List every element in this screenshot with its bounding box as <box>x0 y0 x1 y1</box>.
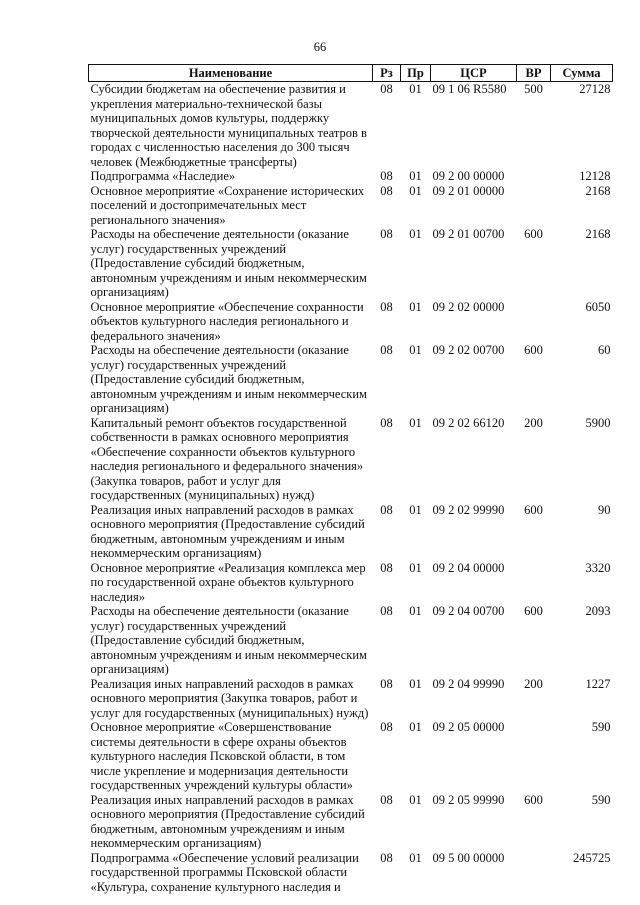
row-sum: 245725 <box>573 850 611 865</box>
row-pr: 01 <box>409 227 422 241</box>
row-csr: 09 2 02 99990 <box>432 502 505 517</box>
row-pr: 01 <box>409 560 422 575</box>
row-name: Субсидии бюджетам на обеспечение развития и укрепления материально-технической базы муниципальных домов культуры, поддержку творческой деятельности муниципальных театров в городах с численностью населения до 300 тысяч человек (Межбюджетные трансферты) <box>90 82 367 169</box>
row-vr <box>517 300 551 344</box>
row-vr: 600 <box>524 343 543 357</box>
row-rz: 08 <box>380 415 393 430</box>
header-vr: ВР <box>517 65 551 82</box>
row-rz: 08 <box>380 560 393 575</box>
row-sum: 6050 <box>585 299 611 314</box>
row-sum: 2168 <box>585 227 611 241</box>
row-sum: 60 <box>598 343 611 357</box>
row-csr: 09 2 05 00000 <box>432 720 505 734</box>
row-rz: 08 <box>380 850 393 865</box>
row-rz: 08 <box>380 502 393 517</box>
row-csr: 09 2 00 00000 <box>432 169 505 183</box>
row-pr: 01 <box>409 720 422 734</box>
row-name: Расходы на обеспечение деятельности (оказание услуг) государственных учреждений (Предоставление субсидий бюджетным, автономным учреждениям и иным некоммерческим организациям) <box>90 604 367 676</box>
row-csr: 09 2 04 99990 <box>432 676 505 691</box>
header-csr: ЦСР <box>431 65 517 82</box>
row-sum: 590 <box>591 720 611 734</box>
row-csr: 09 1 06 R5580 <box>432 82 507 96</box>
table-row <box>89 677 613 721</box>
header-name: Наименование <box>89 65 373 82</box>
row-pr: 01 <box>409 183 422 198</box>
row-rz: 08 <box>380 792 393 807</box>
row-pr: 01 <box>409 850 422 865</box>
row-vr <box>517 184 551 228</box>
row-vr <box>517 561 551 605</box>
row-pr: 01 <box>409 502 422 517</box>
table-row <box>89 851 613 895</box>
row-vr <box>517 851 551 895</box>
row-sum: 2168 <box>585 183 611 198</box>
table-row <box>89 184 613 228</box>
row-rz: 08 <box>380 604 393 618</box>
row-name: Основное мероприятие «Сохранение исторических поселений и достопримечательных мест регионального значения» <box>90 183 365 227</box>
row-name: Основное мероприятие «Реализация комплекса мер по государственной охране объектов культурного наследия» <box>90 560 366 604</box>
table-row <box>89 604 613 677</box>
table-row <box>89 416 613 503</box>
row-vr <box>517 720 551 793</box>
row-sum: 90 <box>598 502 611 517</box>
row-csr: 09 2 01 00700 <box>432 227 505 241</box>
row-vr: 600 <box>524 792 543 807</box>
row-name: Подпрограмма «Обеспечение условий реализации государственной программы Псковской области «Культура, сохранение культурного наследия и <box>90 850 359 894</box>
row-csr: 09 2 02 00700 <box>432 343 505 357</box>
page-number: 66 <box>313 40 327 54</box>
row-pr: 01 <box>409 604 422 618</box>
row-vr: 600 <box>524 604 543 618</box>
row-csr: 09 2 02 00000 <box>432 299 505 314</box>
row-sum: 12128 <box>579 169 611 183</box>
row-csr: 09 2 04 00700 <box>432 604 505 618</box>
table-row <box>89 300 613 344</box>
row-sum: 5900 <box>585 415 611 430</box>
row-sum: 3320 <box>585 560 611 575</box>
table-row <box>89 227 613 300</box>
row-vr: 600 <box>524 502 543 517</box>
table-row <box>89 343 613 416</box>
row-vr: 500 <box>524 82 543 96</box>
header-rz: Рз <box>373 65 401 82</box>
row-csr: 09 5 00 00000 <box>432 850 505 865</box>
row-vr <box>517 169 551 184</box>
row-pr: 01 <box>409 792 422 807</box>
table-row <box>89 503 613 561</box>
table-row <box>89 720 613 793</box>
row-rz: 08 <box>380 676 393 691</box>
row-csr: 09 2 01 00000 <box>432 183 505 198</box>
row-vr: 200 <box>524 676 543 691</box>
row-pr: 01 <box>409 82 422 96</box>
row-csr: 09 2 05 99990 <box>432 792 505 807</box>
row-pr: 01 <box>409 415 422 430</box>
row-rz: 08 <box>380 343 393 357</box>
table-body <box>89 82 613 895</box>
row-csr: 09 2 02 66120 <box>432 415 505 430</box>
row-name: Расходы на обеспечение деятельности (оказание услуг) государственных учреждений (Предоставление субсидий бюджетным, автономным учреждениям и иным некоммерческим организациям) <box>90 343 367 415</box>
row-name: Расходы на обеспечение деятельности (оказание услуг) государственных учреждений (Предоставление субсидий бюджетным, автономным учреждениям и иным некоммерческим организациям) <box>90 227 367 299</box>
row-rz: 08 <box>380 720 393 734</box>
row-rz: 08 <box>380 169 393 183</box>
header-sum: Сумма <box>551 65 613 82</box>
row-rz: 08 <box>380 82 393 96</box>
row-name: Подпрограмма «Наследие» <box>90 169 236 183</box>
row-name: Капитальный ремонт объектов государственной собственности в рамках основного мероприятия «Обеспечение сохранности объектов культурного наследия регионального и федерального значения» (Закупка товаров, работ и услуг для государственных (муниципальных) нужд) <box>90 415 364 502</box>
row-pr: 01 <box>409 299 422 314</box>
table-row <box>89 82 613 170</box>
table-row <box>89 169 613 184</box>
row-name: Основное мероприятие «Обеспечение сохранности объектов культурного наследия регионального и федерального значения» <box>90 299 364 343</box>
table-header <box>89 65 613 82</box>
row-name: Реализация иных направлений расходов в рамках основного мероприятия (Закупка товаров, работ и услуг для государственных (муниципальных) нужд) <box>90 676 369 720</box>
row-pr: 01 <box>409 676 422 691</box>
row-csr: 09 2 04 00000 <box>432 560 505 575</box>
row-rz: 08 <box>380 227 393 241</box>
row-sum: 2093 <box>585 604 611 618</box>
table-row <box>89 561 613 605</box>
row-rz: 08 <box>380 183 393 198</box>
row-name: Основное мероприятие «Совершенствование системы деятельности в сфере охраны объектов культурного наследия Псковской области, в том числе укрепление и модернизация деятельности государственных учреждений культуры области» <box>90 720 353 792</box>
header-pr: Пр <box>401 65 431 82</box>
row-name: Реализация иных направлений расходов в рамках основного мероприятия (Предоставление субсидий бюджетным, автономным учреждениям и иным некоммерческим организациям) <box>90 792 365 850</box>
row-rz: 08 <box>380 299 393 314</box>
row-pr: 01 <box>409 343 422 357</box>
row-vr: 600 <box>524 227 543 241</box>
budget-table <box>88 64 613 894</box>
row-sum: 1227 <box>585 676 611 691</box>
row-vr: 200 <box>524 415 543 430</box>
row-sum: 27128 <box>579 82 611 96</box>
row-pr: 01 <box>409 169 422 183</box>
row-name: Реализация иных направлений расходов в рамках основного мероприятия (Предоставление субсидий бюджетным, автономным учреждениям и иным некоммерческим организациям) <box>90 502 365 560</box>
row-sum: 590 <box>591 792 611 807</box>
table-row <box>89 793 613 851</box>
